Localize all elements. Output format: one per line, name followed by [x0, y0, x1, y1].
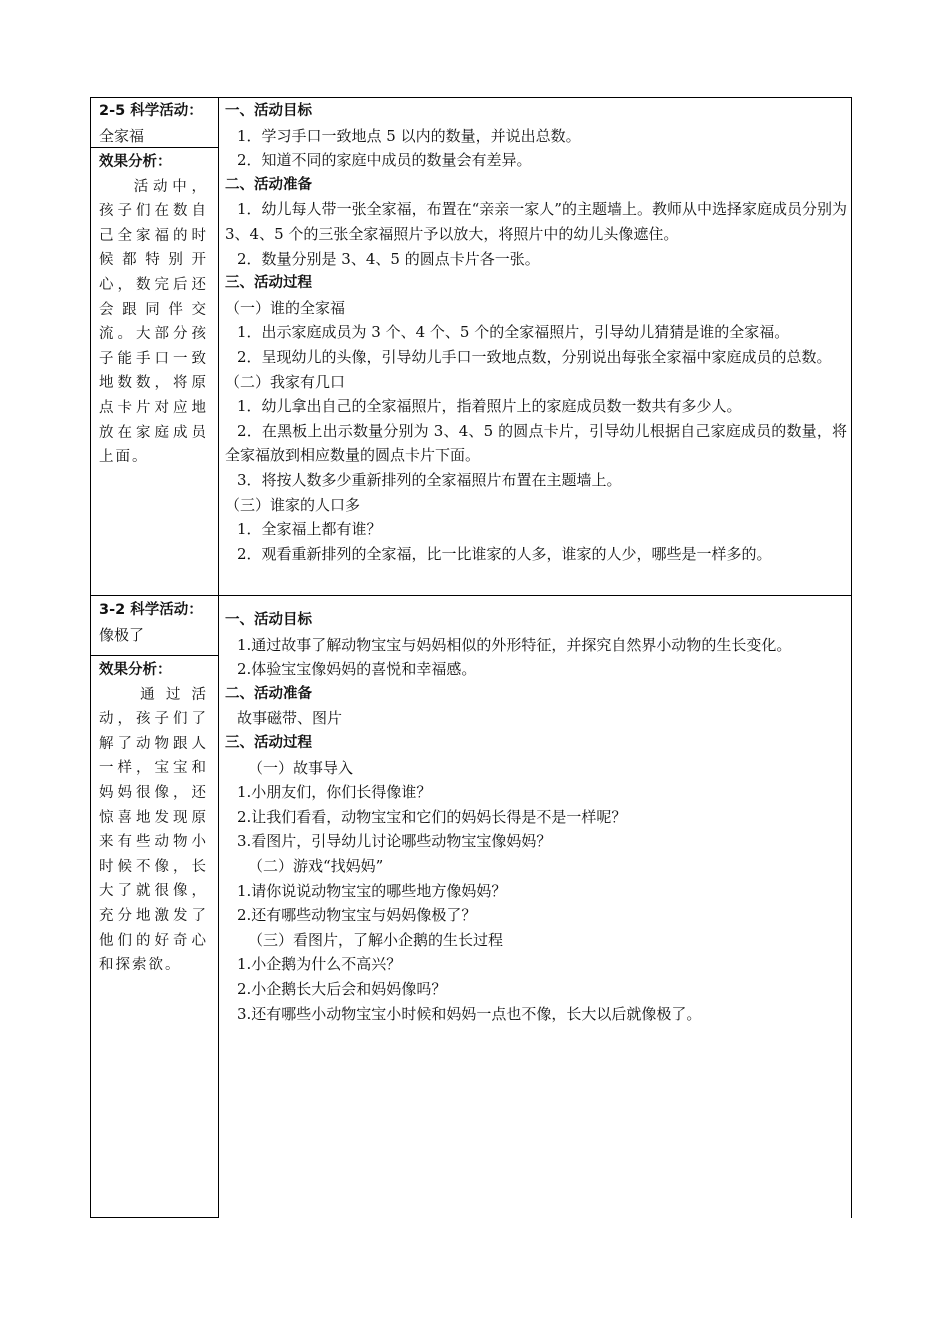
title-divider-2: [90, 655, 219, 656]
lesson-content: [225, 99, 847, 566]
process-item: 2．在黑板上出示数量分别为 3、4、5 的圆点卡片，引导幼儿根据自己家庭成员的数量，将全家福放到相应数量的圆点卡片下面。: [225, 421, 847, 465]
goal-heading: 一、活动目标: [225, 103, 312, 119]
goal-item: 2.体验宝宝像妈妈的喜悦和幸福感。: [237, 660, 477, 679]
row-divider: [90, 595, 852, 596]
goal-heading: 一、活动目标: [225, 612, 312, 628]
lesson-name: 像极了: [99, 625, 145, 644]
lesson-table: [90, 97, 852, 1218]
process-item: 2.小企鹅长大后会和妈妈像吗？: [237, 979, 447, 998]
process-subheading: （三）谁家的人口多: [225, 495, 361, 514]
goal-item: 2．知道不同的家庭中成员的数量会有差异。: [237, 151, 532, 170]
column-divider: [218, 97, 219, 1218]
lesson-title: [90, 598, 216, 647]
analysis-heading: 效果分析：: [99, 154, 172, 170]
process-heading: 三、活动过程: [225, 734, 312, 751]
process-heading: 三、活动过程: [225, 275, 312, 292]
lesson-title: [90, 99, 216, 148]
process-item: 1.小企鹅为什么不高兴？: [237, 955, 402, 974]
goal-item: 1．学习手口一致地点 5 以内的数量，并说出总数。: [237, 126, 581, 145]
lesson-content: [225, 608, 847, 1026]
analysis-text: 通过活动，孩子们了解了动物跟人一样，宝宝和妈妈很像，还惊喜地发现原来有些动物小时候不像，长大了就很像，充分地激发了他们的好奇心和探索欲。: [99, 686, 208, 974]
table-right-border: [851, 97, 852, 1218]
table-top-border: [90, 97, 852, 98]
process-subheading: （三）看图片，了解小企鹅的生长过程: [248, 930, 504, 949]
effect-analysis: [90, 150, 217, 470]
process-item: 2.让我们看看，动物宝宝和它们的妈妈长得是不是一样呢？: [237, 807, 627, 826]
process-subheading: （二）游戏“找妈妈”: [248, 856, 384, 875]
process-item: 1.请你说说动物宝宝的哪些地方像妈妈？: [237, 881, 507, 900]
lesson-code: 3-2 科学活动：: [99, 602, 203, 618]
process-item: 2．呈现幼儿的头像，引导幼儿手口一致地点数，分别说出每张全家福中家庭成员的总数。: [237, 347, 832, 366]
process-item: 1．出示家庭成员为 3 个、4 个、5 个的全家福照片，引导幼儿猜猜是谁的全家福。: [237, 323, 790, 342]
analysis-heading: 效果分析：: [99, 662, 172, 678]
process-item: 1.小朋友们，你们长得像谁？: [237, 783, 432, 802]
process-item: 3.看图片，引导幼儿讨论哪些动物宝宝像妈妈？: [237, 832, 552, 851]
prep-heading: 二、活动准备: [225, 685, 312, 702]
process-item: 1．全家福上都有谁？: [237, 520, 382, 539]
process-subheading: （一）谁的全家福: [225, 298, 346, 317]
process-item: 2.还有哪些动物宝宝与妈妈像极了？: [237, 906, 477, 925]
process-subheading: （二）我家有几口: [225, 372, 346, 391]
prep-heading: 二、活动准备: [225, 176, 312, 193]
process-item: 1．幼儿拿出自己的全家福照片，指着照片上的家庭成员数一数共有多少人。: [237, 397, 742, 416]
process-subheading: （一）故事导入: [248, 758, 354, 777]
analysis-text: 活动中，孩子们在数自己全家福的时候都特别开心，数完后还会跟同伴交流。大部分孩子能手口一致地数数，将原点卡片对应地放在家庭成员上面。: [99, 178, 208, 466]
process-item: 3．将按人数多少重新排列的全家福照片布置在主题墙上。: [237, 470, 622, 489]
lesson-code: 2-5 科学活动：: [99, 103, 203, 119]
prep-item: 2．数量分别是 3、4、5 的圆点卡片各一张。: [237, 249, 540, 268]
process-item: 2．观看重新排列的全家福，比一比谁家的人多，谁家的人少，哪些是一样多的。: [237, 544, 772, 563]
prep-item: 1．幼儿每人带一张全家福，布置在“亲亲一家人”的主题墙上。教师从中选择家庭成员分别为 3、4、5 个的三张全家福照片予以放大，将照片中的幼儿头像遮住。: [225, 200, 847, 243]
effect-analysis: [90, 658, 217, 978]
goal-item: 1.通过故事了解动物宝宝与妈妈相似的外形特征，并探究自然界小动物的生长变化。: [237, 635, 792, 654]
process-item: 3.还有哪些小动物宝宝小时候和妈妈一点也不像，长大以后就像极了。: [237, 1004, 702, 1023]
prep-item: 故事磁带、图片: [237, 709, 343, 728]
table-bottom-border: [90, 1217, 219, 1218]
lesson-name: 全家福: [99, 126, 145, 145]
